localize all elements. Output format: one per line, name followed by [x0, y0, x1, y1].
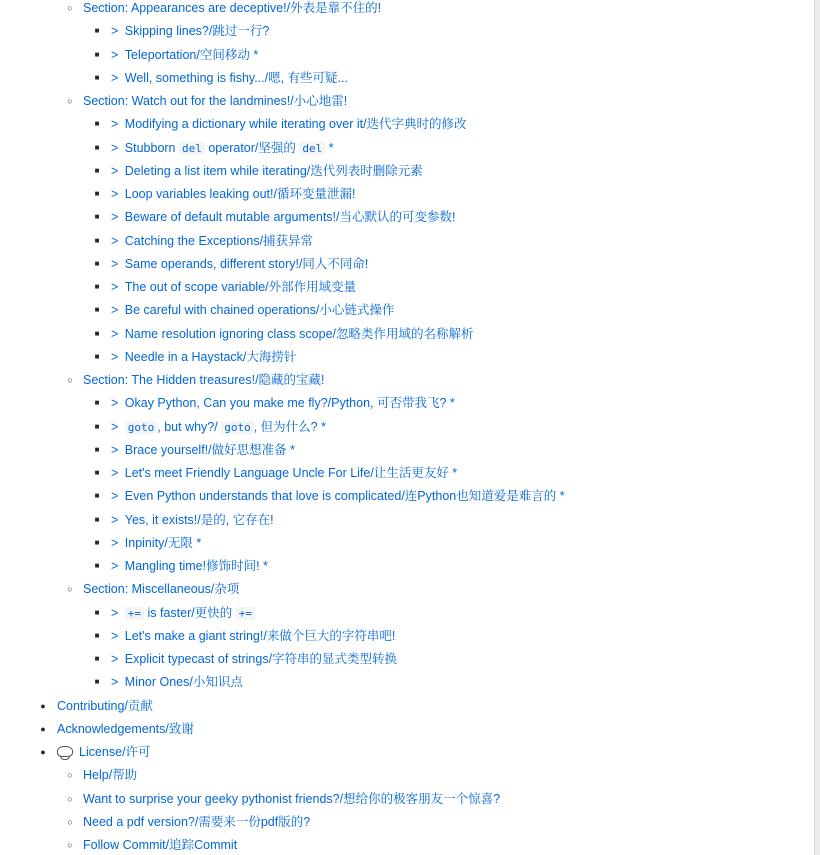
toc-link-text: Let's meet Friendly Language Uncle For Life/让生活更友好 * [124, 466, 458, 480]
toc-link[interactable] [111, 68, 348, 88]
circle-bullet-icon: ○ [67, 375, 73, 385]
toc-link[interactable] [111, 114, 467, 134]
arrow-marker: > [111, 303, 122, 318]
toc-link-text: Deleting a list item while iterating/迭代列表时删除元素 [124, 163, 423, 178]
toc-link-text: Help/帮助 [83, 768, 138, 783]
toc-link[interactable] [111, 254, 368, 274]
toc-link-text: * [325, 140, 334, 155]
arrow-marker: > [111, 256, 122, 271]
square-bullet-icon: ■ [94, 537, 100, 547]
toc-link[interactable] [111, 161, 423, 181]
square-bullet-icon: ■ [94, 398, 100, 408]
arrow-marker: > [111, 628, 122, 643]
arrow-marker: > [111, 675, 122, 690]
toc-link-text: Need a pdf version?/需要来一份pdf版的? [83, 814, 311, 829]
arrow-marker: > [111, 210, 122, 225]
toc-link-text: Section: Miscellaneous/杂项 [83, 582, 240, 597]
square-bullet-icon: ■ [94, 468, 100, 477]
toc-link-text: Brace yourself!/做好思想准备 * [124, 442, 295, 457]
arrow-marker: > [111, 419, 122, 434]
toc-link-text: Yes, it exists!/是的, 它存在! [124, 512, 274, 527]
toc-link[interactable] [111, 556, 268, 576]
toc-link[interactable] [83, 91, 347, 111]
square-bullet-icon: ■ [94, 514, 100, 524]
inline-code: del [179, 142, 205, 155]
page-edge [814, 0, 820, 855]
square-bullet-icon: ■ [94, 72, 100, 82]
square-bullet-icon: ■ [94, 235, 100, 245]
toc-link-text: Acknowledgements/致谢 [57, 721, 194, 736]
arrow-marker: > [111, 140, 122, 155]
toc-link[interactable] [111, 510, 274, 530]
toc-link-text: Inpinity/无限 * [124, 535, 202, 550]
toc-link[interactable] [57, 696, 153, 716]
toc-link-text: , but why?/ [157, 419, 222, 434]
graduation-cap-icon [57, 746, 73, 757]
arrow-marker: > [111, 163, 122, 178]
toc-link-text: Want to surprise your geeky pythonist friends?/想给你的极客朋友一个惊喜? [83, 791, 501, 806]
square-bullet-icon: ■ [94, 258, 100, 268]
circle-bullet-icon: ○ [67, 793, 73, 804]
toc-link-text: Well, something is fishy.../嗯, 有些可疑... [124, 70, 348, 85]
square-bullet-icon: ■ [94, 165, 100, 175]
square-bullet-icon: ■ [94, 351, 100, 361]
toc-link-text: Modifying a dictionary while iterating over it/迭代字典时的修改 [124, 117, 467, 132]
toc-link-text: Needle in a Haystack/大海捞针 [124, 349, 297, 364]
toc-link[interactable] [111, 347, 296, 367]
square-bullet-icon: ■ [94, 212, 100, 222]
inline-code: += [125, 607, 144, 620]
toc-link[interactable] [57, 719, 194, 739]
disc-bullet-icon: ● [40, 747, 46, 757]
toc-link-text: Beware of default mutable arguments!/当心默认的可变参数! [124, 210, 456, 225]
toc-link[interactable] [111, 207, 455, 227]
toc-link-text: Section: The Hidden treasures!/隐藏的宝藏! [83, 373, 325, 387]
toc-link-text: Let's make a giant string!/来做个巨大的字符串吧! [124, 628, 396, 643]
square-bullet-icon: ■ [94, 305, 100, 315]
toc-link-text: operator/坚强的 [204, 140, 300, 155]
square-bullet-icon: ■ [94, 654, 100, 663]
arrow-marker: > [111, 117, 122, 132]
toc-link-text: Catching the Exceptions/捕获异常 [124, 233, 314, 248]
disc-bullet-icon: ● [40, 700, 46, 711]
square-bullet-icon: ■ [94, 421, 100, 431]
toc-link[interactable] [111, 649, 397, 669]
square-bullet-icon: ■ [94, 189, 100, 198]
toc-link-text: * [249, 47, 259, 62]
toc-link[interactable] [111, 138, 334, 159]
arrow-marker: > [111, 233, 122, 248]
toc-link[interactable] [111, 672, 243, 692]
square-bullet-icon: ■ [94, 119, 100, 129]
arrow-marker: > [111, 489, 122, 504]
arrow-marker: > [111, 605, 122, 620]
arrow-marker: > [111, 187, 122, 201]
toc-link-text: Follow Commit/追踪Commit [83, 838, 238, 852]
inline-code: goto [221, 421, 254, 434]
toc-link[interactable] [111, 393, 455, 413]
square-bullet-icon: ■ [94, 630, 100, 640]
toc-link[interactable] [111, 626, 395, 646]
arrow-marker: > [111, 512, 122, 527]
toc-link[interactable] [111, 21, 269, 41]
toc-link[interactable] [111, 231, 313, 251]
arrow-marker: > [111, 535, 122, 550]
arrow-marker: > [111, 466, 122, 480]
toc-link[interactable] [111, 533, 201, 553]
circle-bullet-icon: ○ [67, 96, 73, 106]
toc-link-text: Loop variables leaking out!/循环变量泄漏! [124, 187, 356, 201]
circle-bullet-icon: ○ [67, 840, 73, 850]
toc-link-text: Minor Ones/小知识点 [124, 675, 243, 690]
toc-link[interactable] [83, 765, 137, 785]
square-bullet-icon: ■ [94, 328, 100, 338]
arrow-marker: > [111, 70, 122, 85]
toc-link-text: , 但为什么? * [253, 419, 326, 434]
toc-link-text: Stubborn [124, 140, 179, 155]
inline-code: del [299, 142, 325, 155]
toc-link[interactable] [83, 835, 237, 855]
inline-code: += [236, 607, 255, 620]
toc-link[interactable] [111, 603, 255, 624]
toc-link[interactable] [83, 789, 500, 809]
toc-link-text: The out of scope variable/外部作用域变量 [124, 280, 357, 294]
toc-link-text: Explicit typecast of strings/字符串的显式类型转换 [124, 652, 398, 666]
arrow-marker: > [111, 442, 122, 457]
toc-link[interactable] [111, 300, 394, 320]
toc-link-text: Teleportation/空间移动 [124, 47, 250, 62]
circle-bullet-icon: ○ [67, 584, 73, 595]
toc-link[interactable] [111, 324, 474, 344]
toc-link-text: License/许可 [79, 745, 151, 759]
arrow-marker: > [111, 47, 122, 62]
square-bullet-icon: ■ [94, 677, 100, 687]
toc-link[interactable] [111, 417, 326, 438]
arrow-marker: > [111, 24, 122, 39]
toc-link[interactable] [57, 742, 151, 762]
toc-link[interactable] [111, 45, 258, 65]
arrow-marker: > [111, 396, 122, 411]
square-bullet-icon: ■ [94, 282, 100, 291]
toc-link[interactable] [111, 277, 356, 297]
toc-link-text: Skipping lines?/跳过一行? [124, 24, 270, 39]
toc-link[interactable] [111, 463, 457, 483]
circle-bullet-icon: ○ [67, 816, 73, 827]
toc-link[interactable] [83, 812, 310, 832]
inline-code: goto [125, 421, 158, 434]
square-bullet-icon: ■ [94, 444, 100, 454]
arrow-marker: > [111, 559, 122, 573]
arrow-marker: > [111, 652, 122, 666]
toc-link-text: Even Python understands that love is complicated/连Python也知道爱是难言的 * [124, 489, 565, 504]
toc-link-text: Section: Appearances are deceptive!/外表是靠不住的! [83, 1, 382, 15]
toc-link-text: Okay Python, Can you make me fly?/Python, 可否带我飞? * [124, 396, 455, 411]
toc-link[interactable] [83, 370, 325, 390]
circle-bullet-icon: ○ [67, 770, 73, 781]
toc-link-text: is faster/更快的 [144, 605, 236, 620]
toc-link[interactable] [111, 184, 355, 204]
square-bullet-icon: ■ [94, 26, 100, 36]
arrow-marker: > [111, 349, 122, 364]
toc-link-text: Be careful with chained operations/小心链式操作 [124, 303, 395, 318]
square-bullet-icon: ■ [94, 561, 100, 570]
circle-bullet-icon: ○ [67, 3, 73, 13]
toc-link[interactable] [83, 579, 239, 599]
toc-link-text: Mangling time!修饰时间! * [124, 559, 268, 573]
arrow-marker: > [111, 326, 122, 341]
toc-link[interactable] [83, 0, 381, 18]
square-bullet-icon: ■ [94, 491, 100, 501]
square-bullet-icon: ■ [94, 142, 100, 152]
toc-link-text: Same operands, different story!/同人不同命! [124, 256, 369, 271]
toc-link-text: Section: Watch out for the landmines!/小心地雷! [83, 94, 348, 108]
toc-link-text: Name resolution ignoring class scope/忽略类作用域的名称解析 [124, 326, 474, 341]
toc-link[interactable] [111, 486, 565, 506]
arrow-marker: > [111, 280, 122, 294]
square-bullet-icon: ■ [94, 607, 100, 617]
square-bullet-icon: ■ [94, 49, 100, 59]
toc-link[interactable] [111, 440, 295, 460]
disc-bullet-icon: ● [40, 723, 46, 734]
toc-link-text: Contributing/贡献 [57, 698, 153, 713]
